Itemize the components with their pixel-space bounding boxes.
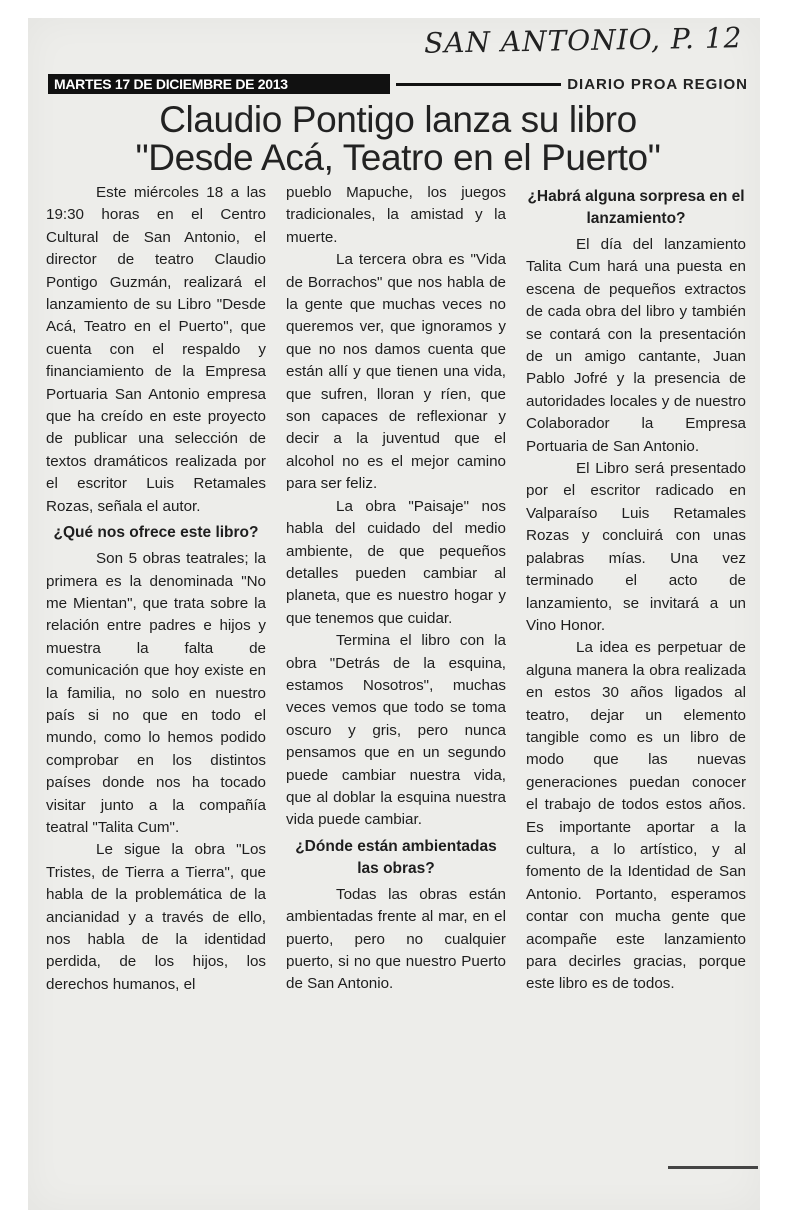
paragraph: La obra "Paisaje" nos habla del cuidado del medio ambiente, de que pequeños detalles pueden cambiar al planeta, que es nuestro hogar y que tenemos que cuidar. [286, 497, 506, 627]
paragraph: Le sigue la obra "Los Tristes, de Tierra a Tierra", que habla de la problemática de la ancianidad y a través de ello, nos habla de la identidad perdida, de los hijos, los derechos humanos, el [46, 841, 266, 993]
column-1 [46, 182, 266, 1172]
header-date: MARTES 17 DE DICIEMBRE DE 2013 [48, 74, 390, 94]
handwritten-note: SAN ANTONIO, P. 12 [423, 21, 743, 60]
subheading: ¿Dónde están ambientadas las obras? [295, 837, 497, 877]
paragraph: Todas las obras están ambientadas frente al mar, en el puerto, pero no cualquier puerto, si no que nuestro Puerto de San Antonio. [286, 885, 506, 993]
paragraph: Este miércoles 18 a las 19:30 horas en el Centro Cultural de San Antonio, el director de teatro Claudio Pontigo Guzmán, realizará el lanzamiento de su Libro "Desde Acá, Teatro en el Puerto", que cuenta con el respaldo y financiamiento de la Empresa Portuaria San Antonio empresa que ha creído en este proyecto de publicar una selección de textos dramáticos realizada por el escritor Luis Retamales Rozas, señala el autor. [46, 184, 266, 515]
paragraph: La tercera obra es "Vida de Borrachos" que nos habla de la gente que muchas veces no queremos ver, que ignoramos y que no nos damos cuenta que están allí y que tienen una vida, que sufren, lloran y ríen, que son capaces de reflexionar y decir a la juventud que el alcohol no es el mejor camino para ser feliz. [286, 251, 506, 493]
header-rule [396, 83, 561, 86]
paragraph: El día del lanzamiento Talita Cum hará una puesta en escena de pequeños extractos de cada obra del libro y también se contará con la presentación de un amigo cantante, Juan Pablo Jofré y la presencia de autoridades locales y de nuestro Colaborador la Empresa Portuaria de San Antonio. [526, 236, 746, 455]
newspaper-name: DIARIO PROA REGION [567, 75, 748, 93]
paragraph: El Libro será presentado por el escritor radicado en Valparaíso Luis Retamales Rozas y concluirá con unas palabras mías. Una vez terminado el acto de lanzamiento, se invitará a un Vino Honor. [526, 460, 746, 634]
headline-line-2: "Desde Acá, Teatro en el Puerto" [135, 137, 661, 178]
header-bar [48, 74, 748, 94]
column-2 [286, 182, 506, 1172]
paragraph: pueblo Mapuche, los juegos tradicionales, la amistad y la muerte. [286, 184, 506, 246]
paragraph: Termina el libro con la obra "Detrás de la esquina, estamos Nosotros", muchas veces vemos que todo se toma oscuro y gris, pero nunca pensamos que en un segundo puede cambiar nuestra vida, que al doblar la esquina nuestra vida puede cambiar. [286, 632, 506, 829]
subheading: ¿Qué nos ofrece este libro? [53, 524, 259, 542]
article-body [46, 182, 746, 1172]
paragraph: La idea es perpetuar de alguna manera la obra realizada en estos 30 años ligados al teatro, dejar un elemento tangible como es un libro de modo que las nuevas generaciones puedan conocer el trabajo de todos estos años. Es importante aportar a la cultura, a lo artístico, y al fomento de la Identidad de San Antonio. Portanto, esperamos contar con mucha gente que acompañe este lanzamiento para decirles gracias, porque este libro es de todos. [526, 639, 746, 993]
headline-line-1: Claudio Pontigo lanza su libro [159, 99, 637, 140]
paragraph: Son 5 obras teatrales; la primera es la denominada "No me Mientan", que trata sobre la relación entre padres e hijos y muestra la falta de comunicación que hoy existe en la familia, no solo en nuestro país si no que en todo el mundo, como lo hemos podido comprobar en los distintos países donde nos ha tocado visitar junto a la compañía teatral "Talita Cum". [46, 550, 266, 836]
end-mark [668, 1166, 758, 1169]
column-3 [526, 182, 746, 1172]
subheading: ¿Habrá alguna sorpresa en el lanzamiento? [527, 188, 745, 227]
